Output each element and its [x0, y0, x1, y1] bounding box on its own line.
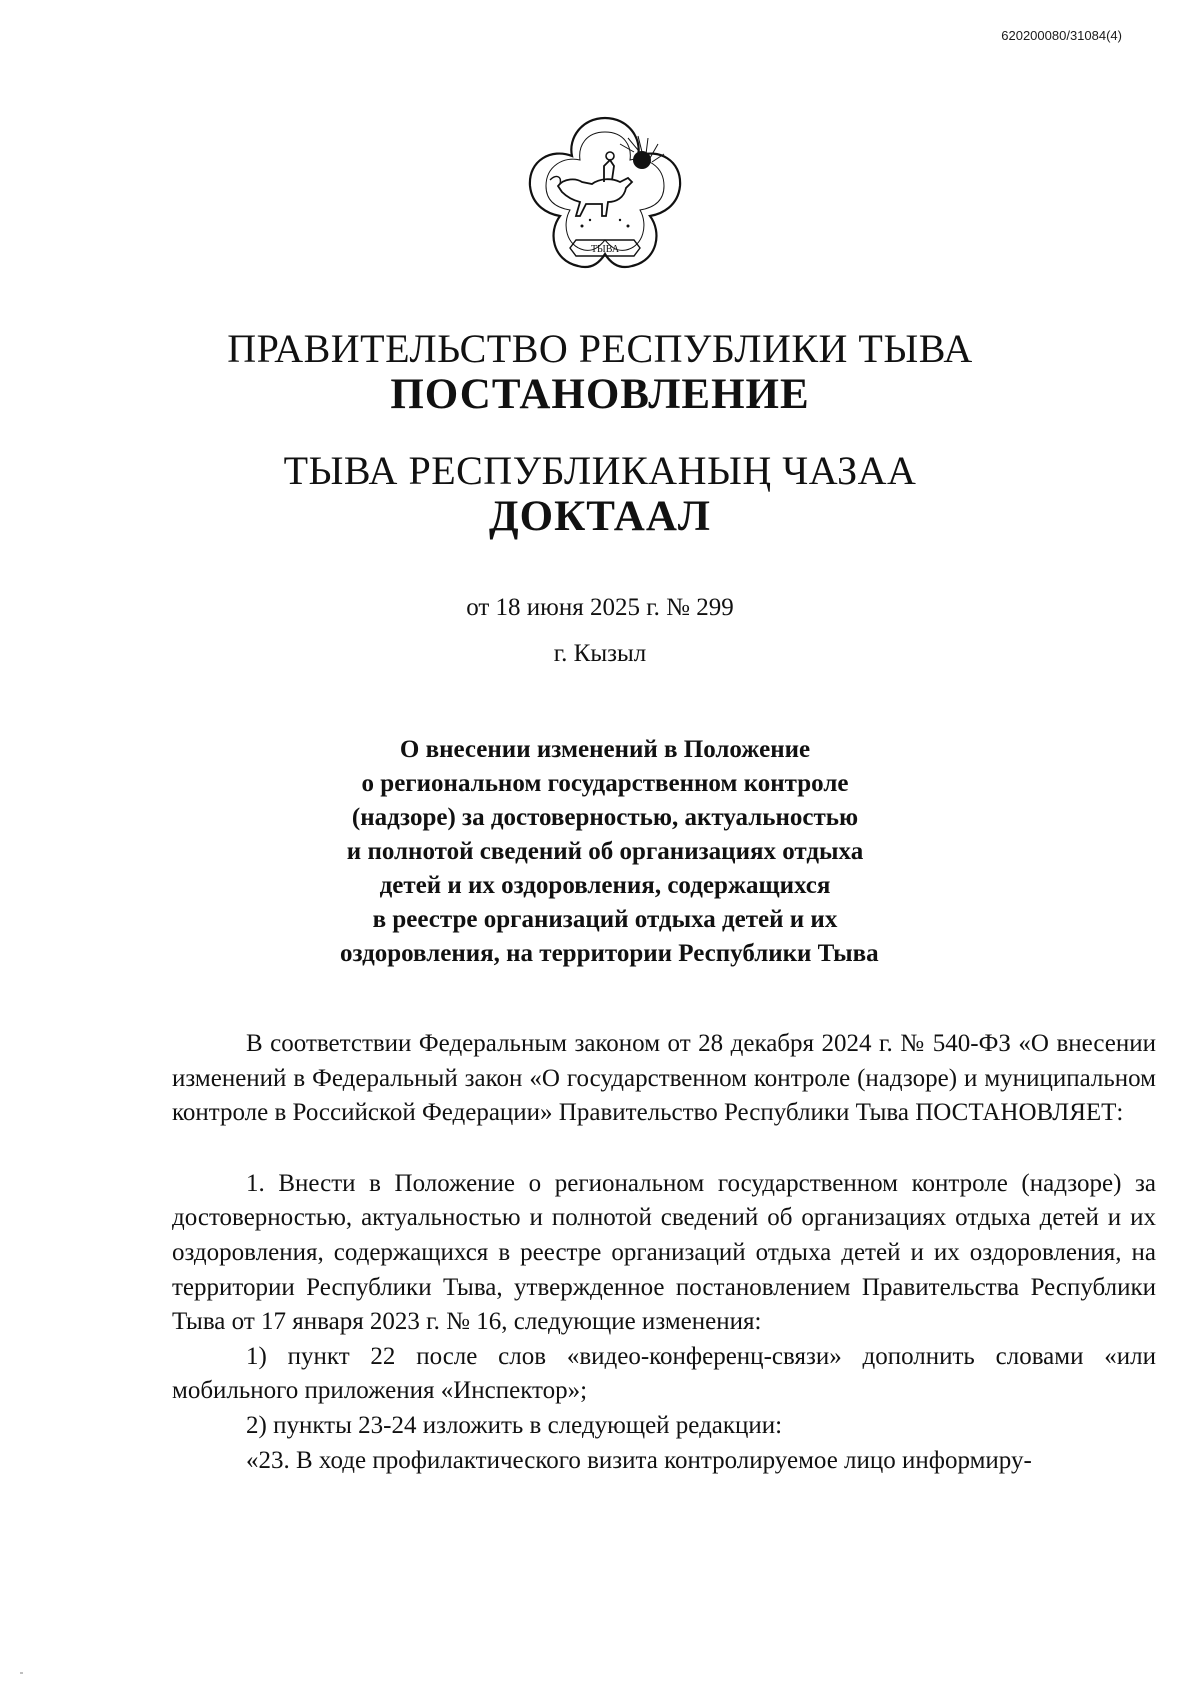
document-registration-code: 620200080/31084(4) — [1001, 28, 1122, 43]
decree-title-line: О внесении изменений в Положение — [399, 736, 811, 763]
emblem-inscription: ТЫВА — [590, 244, 620, 255]
scan-artifact — [20, 1672, 23, 1674]
government-name-ru: ПРАВИТЕЛЬСТВО РЕСПУБЛИКИ ТЫВА — [227, 326, 973, 371]
decree-title-line: и полнотой сведений об организациях отдыха — [346, 838, 864, 865]
decree-title-line: о региональном государственном контроле — [361, 770, 849, 797]
subitem-1-paragraph: 1) пункт 22 после слов «видео-конференц-связи» дополнить словами «или мобильного приложения «Инспектор»; — [172, 1342, 1156, 1405]
decree-date-number: от 18 июня 2025 г. № 299 — [466, 594, 734, 621]
decree-title-line: в реестре организаций отдыха детей и их — [372, 906, 838, 933]
decree-type-tyv: ДОКТААЛ — [489, 493, 711, 540]
decree-city: г. Кызыл — [553, 640, 647, 667]
tyva-emblem-icon — [520, 108, 690, 278]
decree-title-line: детей и их оздоровления, содержащихся — [379, 872, 831, 899]
quoted-item-23-paragraph: «23. В ходе профилактического визита контролируемое лицо информиру- — [246, 1446, 1032, 1474]
decree-title-line: (надзоре) за достоверностью, актуальностью — [351, 804, 859, 831]
subitem-2-paragraph: 2) пункты 23-24 изложить в следующей редакции: — [246, 1411, 783, 1439]
decree-type-ru: ПОСТАНОВЛЕНИЕ — [390, 371, 810, 418]
decree-title — [340, 733, 879, 971]
decree-title-line: оздоровления, на территории Республики Тыва — [340, 940, 879, 967]
decree-body — [172, 1027, 1156, 1478]
item-1-paragraph: 1. Внести в Положение о региональном государственном контроле (надзоре) за достоверностью, актуальностью и полнотой сведений об организациях отдыха детей и их оздоровления, содержащихся в реестре организаций отдыха детей и их оздоровления, на территории Республики Тыва, утвержденное постановлением Правительства Республики Тыва от 17 января 2023 г. № 16, следующие изменения: — [172, 1169, 1156, 1336]
preamble-paragraph: В соответствии Федеральным законом от 28 декабря 2024 г. № 540-ФЗ «О внесении изменений в Федеральный закон «О государственном контроле (надзоре) и муниципальном контроле в Российской Федерации» Правительство Республики Тыва ПОСТАНОВЛЯЕТ: — [172, 1030, 1156, 1127]
government-name-tyv: ТЫВА РЕСПУБЛИКАНЫҢ ЧАЗАА — [283, 448, 917, 493]
